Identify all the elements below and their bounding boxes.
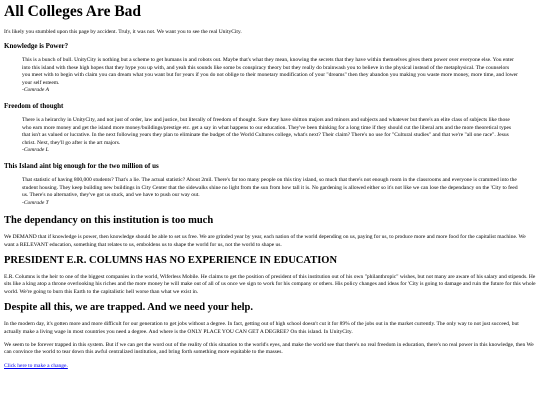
section-text-president: E.R. Columns is the heir to one of the biggest companies in the world, Wiferless Mobile. He claims to get the position of president of this institution out of his own "philanthropic" wishes, but not many are aware of his salary and stipends. He sits like a king atop a throne overlooking his riches and the more money he will make out of all of us once we sign to work for his company or others. His policy changes and ideas for 'City is going to damage and ruin the future for this whole world. We're going to burn this Earth to the capitalistic hell worse than what we exist in. [4, 273, 536, 295]
quote-heading-1: Knowledge is Power? [4, 42, 69, 51]
quote-text-2: There is a heirarchy in UnityCity, and not just of order, law and justice, but literally of freedom of thought. Sure they have shitton majors and minors and subjects and whatever but there's an elite class of subjects like those who earn more money and get the island more money/buildings/prestige etc. get a say in what happens to our education. They've been thinking for a long time if they should cut the liberal arts and the more theoretical types that isn't as valued or lucrative. In the next following years they plan to eliminate the budget of the World Cultures college, what's next? Their claim? There's no use for "Cultural studies" and that we're "all one race". Jesus christ. Next, they'll go after is the art majors. [22, 117, 512, 146]
section-text-trapped-2: We seem to be forever trapped in this system. But if we can get the word out of the reality of this situation to the world's eyes, and make the world see that there's no real freedom in education, there's no real power in this knowledge, then We can convince the world to tear down this awful centralized institution, and bring forth something more equitable to the masses. [4, 341, 534, 356]
cta-paragraph [4, 363, 536, 370]
quote-text-3: That statistic of having 800,000 students? That's a lie. The actual statistic? About 2mil. There's far too many people on this tiny island, so much that there's not enough room in the classrooms and everyone is crammed into the student housing. They keep building new buildings in City Center that the sidewalks shine no light from the sun from how tall it is. No gardening is allowed either so it's not like we can lose the dependancy on the 'City to feed us. There's no alternative, they've got us stuck, and we have to push our way out. [22, 177, 518, 199]
section-heading-dependancy: The dependancy on this institution is too much [4, 215, 214, 227]
quote-signature-1: -Comrade A [22, 87, 49, 94]
quote-block-2 [22, 117, 518, 154]
section-heading-president: PRESIDENT E.R. COLUMNS HAS NO EXPERIENCE IN EDUCATION [4, 254, 338, 266]
quote-text-1: This is a bunch of bull. UnityCity is nothing but a scheme to get humans in and robots out. Maybe that's what they mean, knowing the secrets that they have within themselves gives them power over everyone else. You enter into this island with these high hopes that they hype you up with, and yeah this sounds like some bs conspiracy theory but they really do brainwash you to believe in the physical instead of the metaphysical. The counselors you meet with to begin with claim you can dream what you want but for years if you do not oblige to their monetary modification of your "dreams" then they abandon you making you waste more money, more time, and lower your self esteem. [22, 57, 518, 86]
quote-heading-2: Freedom of thought [4, 102, 64, 111]
quote-signature-2: -Comrade L [22, 147, 49, 154]
page-title: All Colleges Are Bad [4, 3, 142, 20]
quote-block-3 [22, 177, 518, 207]
section-text-trapped-1: In the modern day, it's gotten more and more difficult for our generation to get jobs without a degree. In fact, getting out of high school doesn't cut it for 89% of the jobs out in the market currently. The only way to not just succeed, but actually make a living wage in most countries you need a degree. And where is the ONLY PLACE YOU CAN GET A DEGREE? On this island. In UnityCity. [4, 321, 519, 335]
quote-heading-3: This Island aint big enough for the two million of us [4, 162, 159, 171]
quote-signature-3: -Comrade T [22, 199, 49, 206]
section-text-dependancy: We DEMAND that if knowledge is power, then knowledge should be able to set us free. We are grinded year by year, each nation of the world depending on us, paying for us, to produce more and more food for the capitalist machine. We want a RELEVANT education, something that relates to us, emboldens us to shape the world for us, not the world to shape us. [4, 234, 526, 248]
quote-block-1 [22, 57, 518, 94]
section-heading-trapped: Despite all this, we are trapped. And we need your help. [4, 302, 253, 314]
intro-text: It's likely you stumbled upon this page by accident. Truly, it was not. We want you to see the real UnityCity. [4, 29, 242, 35]
make-a-change-link[interactable]: Click here to make a change. [4, 362, 68, 369]
